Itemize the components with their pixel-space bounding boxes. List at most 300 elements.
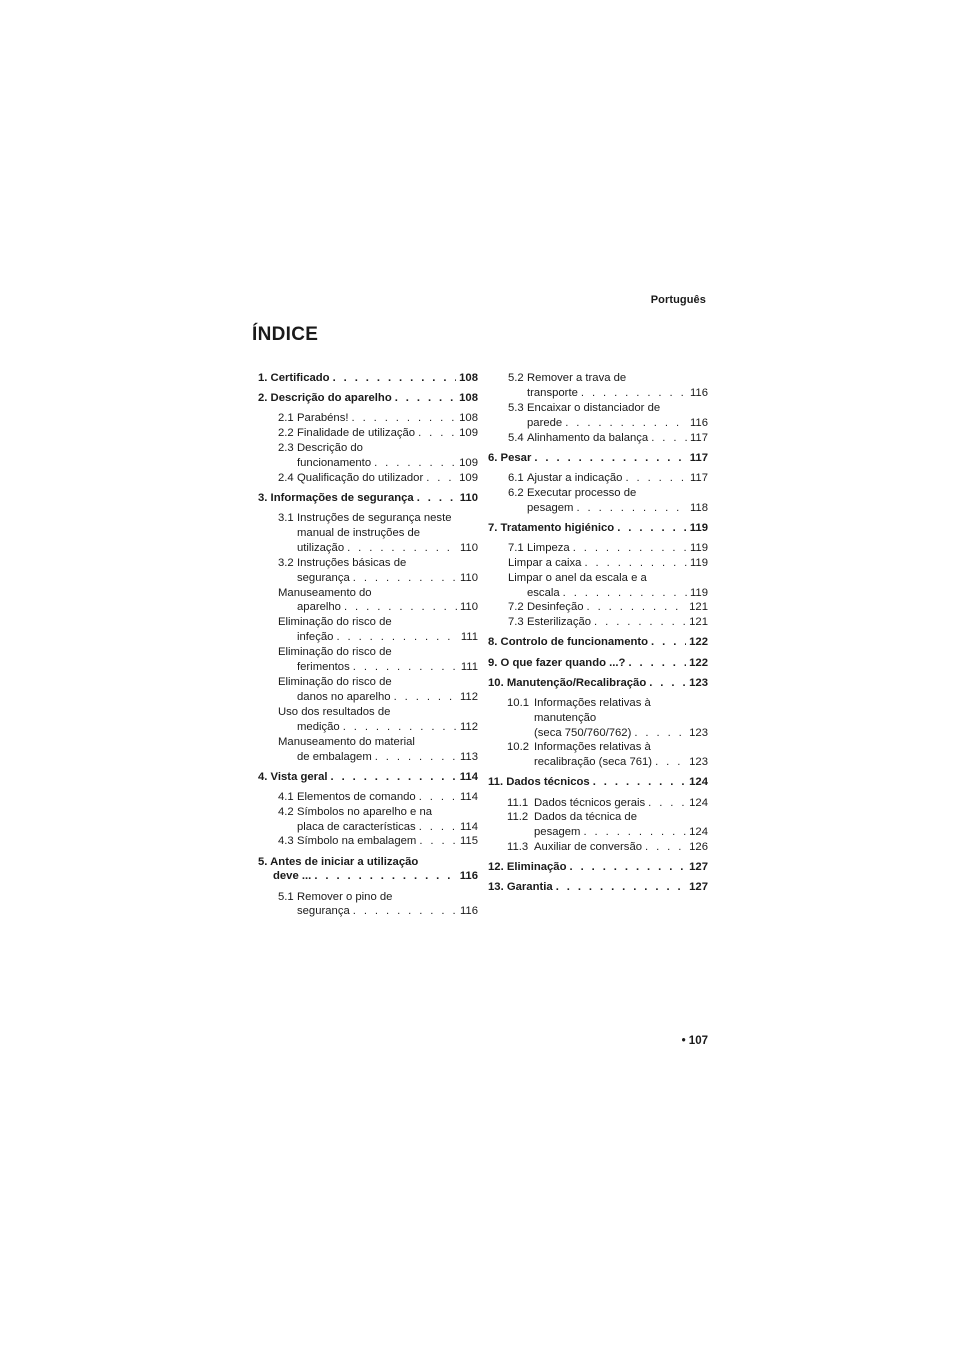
toc-section[interactable] <box>258 615 478 645</box>
page-ref: 115 <box>459 835 478 848</box>
toc-line <box>488 880 708 895</box>
page-ref: 108 <box>459 372 478 384</box>
toc-text-wrap <box>488 451 531 466</box>
toc-section[interactable] <box>258 805 478 835</box>
toc-chapter[interactable] <box>488 635 708 650</box>
page-ref: 113 <box>459 750 478 763</box>
toc-line <box>508 556 708 571</box>
entry-title: Desinfeção <box>527 601 584 614</box>
toc-section[interactable] <box>488 471 708 486</box>
toc-section[interactable] <box>258 890 478 920</box>
entry-title: aparelho <box>297 601 341 614</box>
toc-section[interactable] <box>258 705 478 735</box>
toc-text-wrap <box>508 401 660 416</box>
toc-text-wrap <box>508 615 591 630</box>
section-number: 6.2 <box>508 486 524 499</box>
leader-dots <box>655 755 686 770</box>
page-ref: 117 <box>689 451 708 464</box>
leader-dots <box>375 750 457 765</box>
entry-title: segurança <box>297 571 350 584</box>
toc-line <box>278 426 478 441</box>
leader-dots <box>534 451 686 466</box>
page-ref: 116 <box>689 416 708 429</box>
toc-line <box>507 696 708 711</box>
toc-line <box>507 840 708 855</box>
leader-dots <box>628 656 686 671</box>
page-ref: 114 <box>459 820 478 833</box>
toc-line <box>507 825 708 840</box>
toc-chapter[interactable] <box>258 770 478 785</box>
entry-title: Manuseamento do material <box>278 735 415 748</box>
leader-dots <box>556 880 686 895</box>
toc-line <box>507 755 708 770</box>
entry-title: 11. Dados técnicos <box>488 776 590 789</box>
toc-line <box>278 456 478 471</box>
toc-line <box>278 834 478 849</box>
leader-dots <box>336 630 457 645</box>
toc-text-wrap <box>278 600 341 615</box>
section-number: 10.1 <box>507 696 529 709</box>
toc-line <box>278 411 478 426</box>
section-number: 4.1 <box>278 790 294 803</box>
toc-line <box>258 770 478 785</box>
toc-chapter[interactable] <box>488 521 708 536</box>
entry-title: Parabéns! <box>297 412 349 425</box>
entry-title: placa de características <box>297 820 416 833</box>
page-ref: 114 <box>459 790 478 803</box>
toc-section[interactable] <box>488 556 708 571</box>
toc-section[interactable] <box>258 441 478 471</box>
toc-line <box>488 521 708 536</box>
toc-line <box>258 491 478 506</box>
toc-text-wrap <box>278 630 333 645</box>
entry-title: funcionamento <box>297 456 372 469</box>
entry-title: Executar processo de <box>527 486 637 499</box>
toc-line <box>278 630 478 645</box>
leader-dots <box>418 426 456 441</box>
toc-text-wrap <box>507 810 637 825</box>
toc-line <box>508 386 708 401</box>
leader-dots <box>587 600 687 615</box>
toc-chapter[interactable] <box>488 775 708 790</box>
toc-text-wrap <box>508 386 578 401</box>
toc-text-wrap <box>278 615 392 630</box>
toc-text-wrap <box>507 696 651 711</box>
section-number: 5.1 <box>278 890 294 903</box>
leader-dots <box>426 471 456 486</box>
section-number: 4.3 <box>278 835 294 848</box>
toc-section[interactable] <box>488 401 708 431</box>
section-number: 2.3 <box>278 442 294 454</box>
toc-text-wrap <box>258 371 330 386</box>
entry-title: segurança <box>297 905 350 918</box>
toc-section[interactable] <box>258 556 478 586</box>
leader-dots <box>419 790 457 805</box>
toc-section[interactable] <box>488 371 708 401</box>
toc-line <box>278 904 478 919</box>
page-ref: 119 <box>689 541 708 554</box>
toc-line <box>278 571 478 586</box>
toc-section[interactable] <box>488 486 708 516</box>
section-number: 2.1 <box>278 412 294 425</box>
toc-line <box>488 775 708 790</box>
toc-line <box>508 371 708 386</box>
toc-line <box>507 726 708 741</box>
leader-dots <box>419 820 457 835</box>
toc-line <box>507 810 708 825</box>
page-ref: 112 <box>459 690 478 703</box>
toc-section[interactable] <box>488 740 708 770</box>
toc-line <box>508 600 708 615</box>
entry-title: 3. Informações de segurança <box>258 491 414 504</box>
toc-text-wrap <box>258 869 311 884</box>
page-ref: 126 <box>689 841 708 854</box>
entry-title: Ajustar a indicação <box>527 471 623 484</box>
toc-section[interactable] <box>488 696 708 741</box>
section-number: 7.1 <box>508 541 524 554</box>
section-number: 11.3 <box>507 841 529 854</box>
toc-text-wrap <box>488 880 553 895</box>
toc-section[interactable] <box>488 615 708 630</box>
section-number: 7.2 <box>508 601 524 614</box>
entry-title: Eliminação do risco de <box>278 646 392 659</box>
leader-dots <box>417 491 457 506</box>
page-ref: 117 <box>689 431 708 444</box>
toc-section[interactable] <box>258 675 478 705</box>
toc-line <box>278 541 478 556</box>
toc-chapter[interactable] <box>258 491 478 506</box>
toc-text-wrap <box>278 890 392 905</box>
toc-line <box>258 371 478 386</box>
toc-line <box>508 615 708 630</box>
page-ref: 110 <box>459 571 478 584</box>
leader-dots <box>573 541 687 556</box>
toc-section[interactable] <box>258 471 478 486</box>
entry-title: de embalagem <box>297 750 372 763</box>
entry-title: 13. Garantia <box>488 881 553 894</box>
toc-section[interactable] <box>258 834 478 849</box>
entry-title: 1. Certificado <box>258 372 330 384</box>
leader-dots <box>353 904 457 919</box>
toc-text-wrap <box>278 720 340 735</box>
toc-text-wrap <box>508 600 584 615</box>
entry-title: Limpeza <box>527 541 570 554</box>
language-label: Português <box>650 294 706 306</box>
leader-dots <box>353 571 457 586</box>
toc-section[interactable] <box>258 790 478 805</box>
entry-title: Informações relativas à <box>534 741 651 754</box>
toc-chapter[interactable] <box>258 391 478 406</box>
entry-title: Auxiliar de conversão <box>534 841 643 854</box>
toc-section[interactable] <box>488 431 708 446</box>
toc-line <box>508 416 708 431</box>
toc-text-wrap <box>488 676 646 691</box>
entry-title: Elementos de comando <box>297 790 416 803</box>
toc-line <box>488 635 708 650</box>
entry-title: Limpar o anel da escala e a <box>508 571 647 584</box>
toc-text-wrap <box>508 416 562 431</box>
toc-section[interactable] <box>258 735 478 765</box>
toc-line <box>278 820 478 835</box>
toc-text-wrap <box>278 690 391 705</box>
leader-dots <box>395 391 456 406</box>
toc-line <box>278 511 478 526</box>
toc-text-wrap <box>278 705 390 720</box>
toc-text-wrap <box>278 471 423 486</box>
page-ref: 109 <box>459 456 478 469</box>
toc-text-wrap <box>508 556 581 571</box>
page-ref: 124 <box>689 826 708 839</box>
toc-text-wrap <box>278 675 392 690</box>
toc-line <box>278 471 478 486</box>
leader-dots <box>634 726 686 741</box>
leader-dots <box>419 834 457 849</box>
entry-title: (seca 750/760/762) <box>534 726 632 739</box>
entry-title: utilização <box>297 541 345 554</box>
entry-title: Remover a trava de <box>527 372 627 384</box>
entry-title: manutenção <box>534 711 597 724</box>
toc-text-wrap <box>488 860 567 875</box>
toc-text-wrap <box>258 391 392 406</box>
toc-line <box>278 790 478 805</box>
toc-section[interactable] <box>258 511 478 556</box>
toc-line <box>278 526 478 541</box>
toc-line <box>258 391 478 406</box>
toc-line <box>507 711 708 726</box>
toc-section[interactable] <box>258 426 478 441</box>
toc-text-wrap <box>278 411 349 426</box>
page-ref: 117 <box>689 471 708 484</box>
toc-text-wrap <box>488 775 590 790</box>
leader-dots <box>394 690 457 705</box>
entry-title: manual de instruções de <box>297 526 421 539</box>
entry-title: Informações relativas à <box>534 696 651 709</box>
leader-dots <box>352 411 457 426</box>
page-number: • 107 <box>681 1035 708 1047</box>
entry-title: transporte <box>527 386 578 399</box>
toc-column-right <box>488 371 708 895</box>
leader-dots <box>570 860 687 875</box>
toc-line <box>278 750 478 765</box>
toc-text-wrap <box>508 501 573 516</box>
page-ref: 127 <box>689 881 708 894</box>
toc-section[interactable] <box>488 840 708 855</box>
toc-section[interactable] <box>488 600 708 615</box>
entry-title: Eliminação do risco de <box>278 616 392 629</box>
toc-line <box>278 615 478 630</box>
toc-line <box>258 855 478 870</box>
entry-title: Uso dos resultados de <box>278 705 391 718</box>
page-ref: 109 <box>459 427 478 440</box>
toc-section[interactable] <box>258 586 478 616</box>
toc-text-wrap <box>508 471 622 486</box>
toc-line <box>278 441 478 456</box>
page-ref: 124 <box>689 796 708 809</box>
toc-line <box>488 451 708 466</box>
toc-text-wrap <box>278 834 416 849</box>
entry-title: 2. Descrição do aparelho <box>258 392 392 405</box>
leader-dots <box>314 869 456 884</box>
toc-line <box>278 705 478 720</box>
toc-line <box>278 690 478 705</box>
toc-line <box>507 740 708 755</box>
entry-title: Finalidade de utilização <box>297 427 416 440</box>
page-ref: 119 <box>689 556 708 569</box>
entry-title: pesagem <box>527 501 574 514</box>
toc-line <box>278 600 478 615</box>
toc-text-wrap <box>278 426 415 441</box>
toc-line <box>508 571 708 586</box>
toc-text-wrap <box>278 820 416 835</box>
page-ref: 110 <box>459 541 478 554</box>
leader-dots <box>583 825 686 840</box>
toc-chapter[interactable] <box>488 860 708 875</box>
toc-column-left <box>258 371 478 919</box>
toc-text-wrap <box>278 750 372 765</box>
leader-dots <box>617 521 687 536</box>
toc-section[interactable] <box>488 541 708 556</box>
page-ref: 114 <box>459 770 478 783</box>
toc-chapter[interactable] <box>488 656 708 671</box>
leader-dots <box>331 770 457 785</box>
section-number: 5.2 <box>508 372 524 384</box>
section-number: 3.2 <box>278 556 294 569</box>
section-number: 10.2 <box>507 741 529 754</box>
toc-text-wrap <box>508 486 636 501</box>
entry-title: parede <box>527 416 563 429</box>
toc-text-wrap <box>278 526 420 541</box>
entry-title: Manuseamento do <box>278 586 372 599</box>
page-ref: 119 <box>689 521 708 534</box>
page-ref: 110 <box>459 601 478 614</box>
toc-line <box>278 735 478 750</box>
toc-text-wrap <box>278 904 350 919</box>
leader-dots <box>576 501 687 516</box>
toc-text-wrap <box>508 371 626 386</box>
toc-line <box>508 486 708 501</box>
toc-text-wrap <box>507 825 580 840</box>
page-ref: 122 <box>689 656 708 669</box>
toc-line <box>278 645 478 660</box>
leader-dots <box>565 416 687 431</box>
section-number: 5.4 <box>508 431 524 444</box>
toc-text-wrap <box>278 511 452 526</box>
toc-text-wrap <box>278 541 344 556</box>
entry-title: pesagem <box>534 826 581 839</box>
toc-text-wrap <box>508 541 570 556</box>
page-ref: 116 <box>459 870 478 883</box>
page-ref: 121 <box>689 601 708 614</box>
entry-title: Eliminação do risco de <box>278 675 392 688</box>
leader-dots <box>344 600 457 615</box>
toc-text-wrap <box>488 656 625 671</box>
entry-title: infeção <box>297 631 334 644</box>
leader-dots <box>649 676 686 691</box>
leader-dots <box>581 386 687 401</box>
leader-dots <box>625 471 687 486</box>
toc-line <box>488 676 708 691</box>
page-ref: 111 <box>460 661 478 674</box>
toc-text-wrap <box>507 796 645 811</box>
section-number: 5.3 <box>508 401 524 414</box>
entry-title: 8. Controlo de funcionamento <box>488 636 649 649</box>
toc-text-wrap <box>278 790 416 805</box>
leader-dots <box>593 775 686 790</box>
section-number: 3.1 <box>278 512 294 524</box>
toc-line <box>278 890 478 905</box>
page-ref: 119 <box>689 586 708 599</box>
leader-dots <box>648 796 686 811</box>
toc-line <box>507 796 708 811</box>
toc-section[interactable] <box>258 645 478 675</box>
page-ref: 116 <box>689 386 708 399</box>
page-ref: 123 <box>689 726 708 739</box>
entry-title: Esterilização <box>527 616 592 629</box>
entry-title: Encaixar o distanciador de <box>527 401 661 414</box>
entry-title: 12. Eliminação <box>488 861 567 874</box>
toc-section[interactable] <box>258 411 478 426</box>
page-title: ÍNDICE <box>252 324 319 345</box>
section-number: 7.3 <box>508 616 524 629</box>
toc-text-wrap <box>278 805 432 820</box>
page-ref: 108 <box>459 412 478 425</box>
toc-line <box>278 675 478 690</box>
entry-title: Limpar a caixa <box>508 556 582 569</box>
section-number: 2.4 <box>278 471 294 484</box>
toc-text-wrap <box>278 586 372 601</box>
section-number: 4.2 <box>278 805 294 818</box>
toc-text-wrap <box>507 740 651 755</box>
toc-text-wrap <box>508 571 647 586</box>
toc-text-wrap <box>507 755 652 770</box>
entry-title: 6. Pesar <box>488 451 532 464</box>
page-ref: 123 <box>689 676 708 689</box>
page-ref: 108 <box>459 392 478 405</box>
toc-line <box>488 656 708 671</box>
leader-dots <box>333 371 457 386</box>
leader-dots <box>353 660 458 675</box>
toc-text-wrap <box>488 521 614 536</box>
entry-title: deve ... <box>273 870 312 883</box>
leader-dots <box>651 431 687 446</box>
entry-title: 4. Vista geral <box>258 770 328 783</box>
leader-dots <box>563 586 687 601</box>
entry-title: Alinhamento da balança <box>527 431 649 444</box>
toc-line <box>508 431 708 446</box>
toc-text-wrap <box>278 645 392 660</box>
toc-section[interactable] <box>488 810 708 840</box>
entry-title: 10. Manutenção/Recalibração <box>488 676 647 689</box>
toc-chapter[interactable] <box>488 451 708 466</box>
toc-chapter[interactable] <box>258 371 478 386</box>
page-ref: 112 <box>459 720 478 733</box>
toc-text-wrap <box>278 660 350 675</box>
toc-section[interactable] <box>488 796 708 811</box>
toc-line <box>508 541 708 556</box>
toc-chapter[interactable] <box>488 880 708 895</box>
toc-line <box>278 556 478 571</box>
toc-section[interactable] <box>488 571 708 601</box>
entry-title: Dados da técnica de <box>534 811 637 824</box>
toc-line <box>278 720 478 735</box>
page-ref: 127 <box>689 861 708 874</box>
toc-text-wrap <box>488 635 648 650</box>
toc-chapter[interactable] <box>258 855 478 885</box>
toc-chapter[interactable] <box>488 676 708 691</box>
toc-line <box>278 660 478 675</box>
section-number: 11.2 <box>507 811 529 824</box>
entry-title: 5. Antes de iniciar a utilização <box>258 855 419 868</box>
